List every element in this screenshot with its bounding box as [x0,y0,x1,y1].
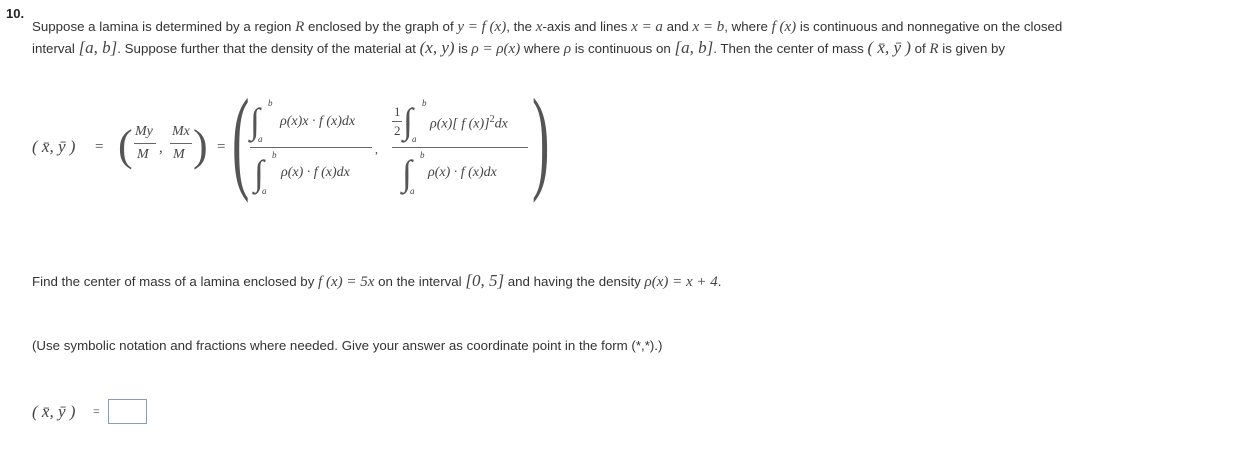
formula-lhs: ( x̄, ȳ ) [32,137,76,156]
intro-text: is given by [938,41,1006,56]
math-center-of-mass: ( x̄, ȳ ) [867,38,911,57]
numerator-2-body: ρ(x)[ f (x)] [430,116,490,132]
denominator-1: ρ(x) · f (x)dx [281,165,350,180]
big-paren-right: ) [532,76,550,204]
fraction-bar [134,143,156,144]
intro-text: interval [32,41,79,56]
integral-sign: ∫ [250,101,260,141]
math-x: x [535,19,543,35]
intro-text: -axis and lines [542,19,632,34]
math-R: R [929,41,939,57]
intro-text: and [662,19,693,34]
numerator-2 [430,114,508,133]
math-R: R [295,19,305,35]
find-text: and having the density [504,274,645,289]
intro-text: is continuous and nonnegative on the closed [796,19,1063,34]
intro-text: enclosed by the graph of [304,19,458,34]
intro-line-2 [32,38,1005,58]
fraction-bar [392,147,528,148]
mass-M-1: M [137,147,149,162]
fraction-bar [392,121,402,122]
half-denominator: 2 [394,123,401,138]
integral-sign: ∫ [254,153,264,193]
intro-text: of [910,41,930,56]
fraction-bar [170,143,192,144]
intro-text: is continuous on [571,41,675,56]
math-interval-ab: [a, b] [78,38,118,57]
math-density: ρ(x) = x + 4 [644,274,718,290]
intro-line-1 [32,19,1062,36]
comma: , [159,140,163,156]
formula-equals-2: = [217,139,226,155]
intro-text: , where [724,19,772,34]
formula-equals-1: = [95,139,104,155]
intro-text: . Suppose further that the density of the material at [117,41,420,56]
limit-upper: b [420,150,425,160]
find-text: . [717,274,722,289]
paren-right: ) [193,121,208,170]
find-line [32,271,721,291]
paren-left: ( [118,121,133,170]
intro-text: is [454,41,472,56]
intro-text: Suppose a lamina is determined by a region [32,19,296,34]
integral-sign: ∫ [402,153,412,193]
math-x-eq-b: x = b [692,19,725,35]
math-rho-eq: ρ = ρ(x) [471,41,521,57]
math-y-eq-fx: y = f (x) [457,19,507,35]
differential: dx [494,116,508,132]
fraction-bar [250,147,372,148]
intro-text: where [520,41,564,56]
instruction-text: (Use symbolic notation and fractions where needed. Give your answer as coordinate point in the form (*,*).) [32,338,663,353]
limit-lower: a [410,186,415,196]
math-fx: f (x) [771,19,797,35]
math-x-eq-a: x = a [631,19,663,35]
answer-input[interactable] [108,399,147,424]
exponent: 2 [489,114,495,125]
limit-upper: b [422,98,427,108]
intro-text: , the [506,19,536,34]
mass-M-2: M [173,147,185,162]
big-paren-left: ( [232,76,250,204]
comma: , [375,142,378,156]
limit-upper: b [268,98,273,108]
limit-lower: a [412,134,417,144]
limit-lower: a [258,134,263,144]
math-rho: ρ [563,41,572,57]
moment-My: My [135,124,153,139]
math-interval-0-5: [0, 5] [465,271,505,290]
find-text: on the interval [374,274,466,289]
integral-sign: ∫ [403,101,413,141]
intro-text: . Then the center of mass [713,41,868,56]
numerator-1: ρ(x)x · f (x)dx [280,114,356,129]
answer-equals: = [93,404,100,418]
question-number: 10. [6,6,25,21]
limit-upper: b [272,150,277,160]
find-text: Find the center of mass of a lamina enclosed by [32,274,319,289]
denominator-2: ρ(x) · f (x)dx [428,165,497,180]
limit-lower: a [262,186,267,196]
math-fx-eq-5x: f (x) = 5x [318,274,375,290]
moment-Mx: Mx [172,124,190,139]
math-interval-ab-2: [a, b] [674,38,714,57]
answer-label: ( x̄, ȳ ) [32,402,76,421]
half-numerator: 1 [394,104,401,119]
math-point-xy: (x, y) [419,38,455,57]
